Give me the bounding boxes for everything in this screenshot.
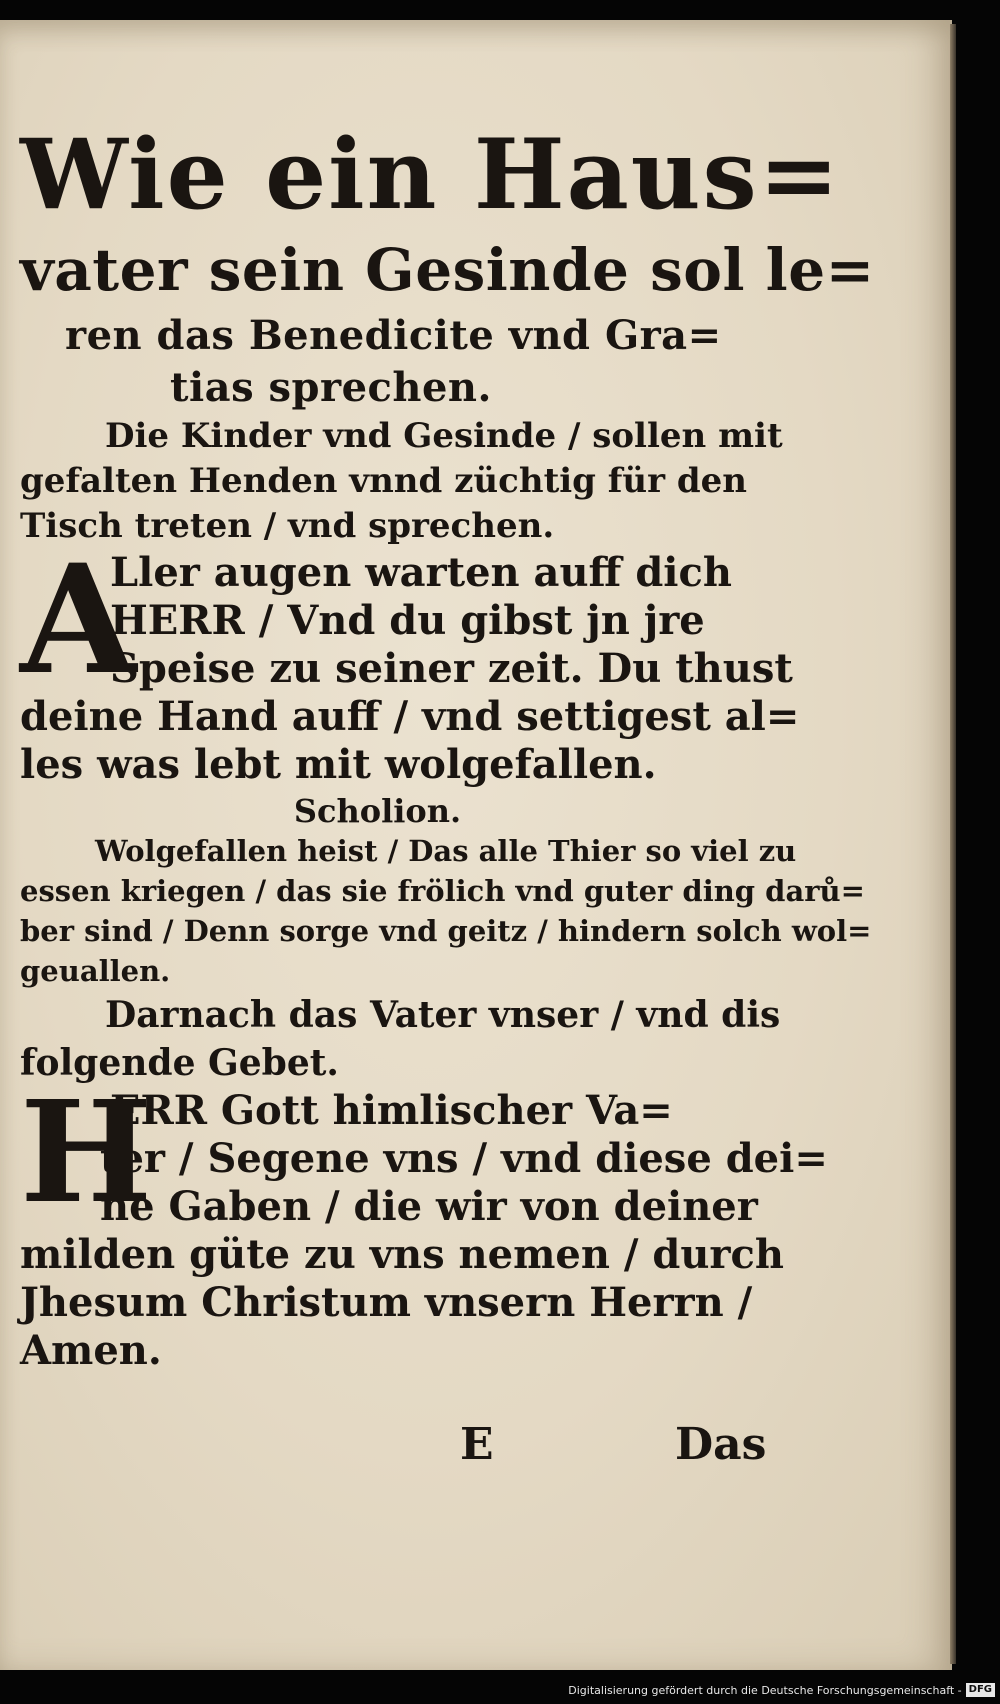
prayer-line-4: milden güte zu vns nemen / durch xyxy=(20,1231,784,1278)
verse-drop-cap: A xyxy=(20,532,137,708)
title-line-4: tias sprechen. xyxy=(170,364,492,411)
transition-line-2: folgende Gebet. xyxy=(20,1042,339,1084)
verse-line-5: les was lebt mit wolgefallen. xyxy=(20,741,657,788)
verse-block xyxy=(20,532,800,789)
title-line-3: ren das Benedicite vnd Gra= xyxy=(65,312,722,359)
verse-line-1: Ller augen warten auff dich xyxy=(110,549,732,596)
scholion-line-2: essen kriegen / das sie frölich vnd guter ding darů= xyxy=(20,874,865,908)
digitization-footer xyxy=(568,1680,995,1700)
title-line-1: Wie ein Haus= xyxy=(20,118,842,231)
prayer-line-5: Jhesum Christum vnsern Herrn / xyxy=(20,1279,753,1326)
page-text xyxy=(20,118,875,1375)
scholion-heading: Scholion. xyxy=(293,792,462,830)
scholion-line-3: ber sind / Denn sorge vnd geitz / hindern solch wol= xyxy=(20,914,872,948)
scholion-line-4: geuallen. xyxy=(20,954,171,988)
verse-line-4: deine Hand auff / vnd settigest al= xyxy=(20,693,800,740)
signature-mark: E xyxy=(460,1419,494,1470)
scholion-line-1: Wolgefallen heist / Das alle Thier so viel zu xyxy=(95,834,797,868)
prayer-line-2: ter / Segene vns / vnd diese dei= xyxy=(100,1135,828,1182)
prayer-line-1: ERR Gott himlischer Va= xyxy=(110,1087,673,1134)
catchword: Das xyxy=(675,1419,767,1470)
verse-line-3: Speise zu seiner zeit. Du thust xyxy=(110,645,793,692)
instruction-line-1: Die Kinder vnd Gesinde / sollen mit xyxy=(105,416,783,456)
prayer-line-6: Amen. xyxy=(20,1327,162,1374)
footer-credit: Digitalisierung gefördert durch die Deutsche Forschungsgemeinschaft - xyxy=(568,1683,962,1697)
page-edge xyxy=(950,24,956,1664)
prayer-line-3: ne Gaben / die wir von deiner xyxy=(100,1183,758,1230)
instruction-line-3: Tisch treten / vnd sprechen. xyxy=(20,506,555,546)
book-page xyxy=(0,20,952,1670)
instruction-line-2: gefalten Henden vnnd züchtig für den xyxy=(20,461,748,501)
prayer-drop-cap: H xyxy=(20,1071,153,1235)
verse-line-2: HERR / Vnd du gibst jn jre xyxy=(110,597,705,644)
transition-line-1: Darnach das Vater vnser / vnd dis xyxy=(105,994,781,1036)
title-line-2: vater sein Gesinde sol le= xyxy=(20,236,875,304)
prayer-block xyxy=(20,1071,828,1375)
dfg-logo-badge: DFG xyxy=(966,1683,995,1697)
